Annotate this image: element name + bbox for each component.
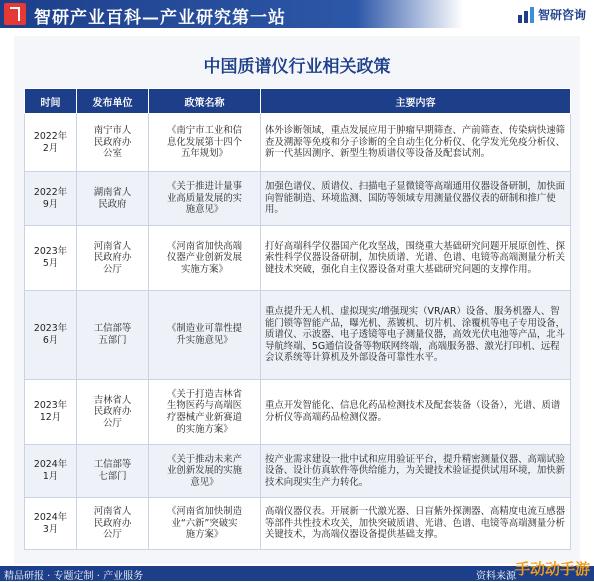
cell-time: 2022年 9月 — [25, 172, 77, 226]
cell-unit: 工信部等 五部门 — [77, 291, 149, 380]
bar-chart-icon — [518, 7, 534, 23]
site-logo-icon — [4, 3, 26, 25]
cell-unit: 河南省人 民政府办 公厅 — [77, 498, 149, 550]
cell-time: 2024年 3月 — [25, 498, 77, 550]
cell-policy-name: 《关于推进计量事 业高质量发展的实 施意见》 — [149, 172, 261, 226]
cell-unit: 吉林省人 民政府办 公厅 — [77, 380, 149, 445]
table-row — [25, 445, 571, 498]
footer-bar — [0, 560, 594, 582]
table-row — [25, 226, 571, 291]
cell-time: 2022年 2月 — [25, 114, 77, 172]
cell-policy-name: 《河南省加快高端 仪器产业创新发展 实施方案》 — [149, 226, 261, 291]
header-policy-name: 政策名称 — [149, 89, 261, 114]
cell-unit: 湖南省人 民政府 — [77, 172, 149, 226]
table-row — [25, 114, 571, 172]
cell-content: 按产业需求建设一批中试和应用验证平台，提升精密测量仪器、高端试验设备、设计仿真软件等供给能力，为关键技术验证提供试用环境，加快新技术向现实生产力转化。 — [261, 445, 571, 498]
brand-logo[interactable] — [518, 6, 586, 23]
policy-table — [24, 88, 571, 550]
table-title: 中国质谱仪行业相关政策 — [203, 57, 391, 77]
cell-content: 体外诊断领域，重点发展应用于肿瘤早期筛查、产前筛查、传染病快速筛查及溯源等免疫和分子诊断的全自动生化分析仪、化学发光免疫分析仪、新一代基因测序、新型生物质谱仪等设备及配套试剂。 — [261, 114, 571, 172]
site-title: 智研产业百科—产业研究第一站 — [34, 8, 286, 28]
header-time: 时间 — [25, 89, 77, 114]
cell-content: 重点开发智能化、信息化药品检测技术及配套装备（设备），光谱、质谱分析仪等高端药品检测仪器。 — [261, 380, 571, 445]
table-row — [25, 291, 571, 380]
table-header-row — [25, 89, 571, 114]
source-label: 资料来源 — [476, 571, 516, 582]
cell-content: 打好高端科学仪器国产化攻坚战，围绕重大基础研究问题开展原创性、探索性科学仪器设备研制，加快质谱、光谱、色谱、电镜等高端测量分析关键技术突破，强化自主仪器设备对重大基础研究问题的支撑作用。 — [261, 226, 571, 291]
content-panel — [14, 36, 580, 564]
table-row — [25, 380, 571, 445]
top-banner — [0, 0, 594, 28]
cell-policy-name: 《河南省加快制造 业“六新”突破实 施方案》 — [149, 498, 261, 550]
watermark: 手动动手游 — [514, 560, 590, 578]
footer-services: 精品研报 · 专题定制 · 产业服务 — [4, 571, 144, 582]
cell-time: 2024年 1月 — [25, 445, 77, 498]
table-row — [25, 172, 571, 226]
cell-policy-name: 《南宁市工业和信 息化发展第十四个 五年规划》 — [149, 114, 261, 172]
cell-content: 高端仪器仪表。开展新一代激光器、日盲紫外探测器、高精度电流互感器等部件共性技术攻关，加快突破质谱、光谱、色谱、电镜等高端测量分析关键技术，为高端仪器设备提供基础支撑。 — [261, 498, 571, 550]
cell-unit: 河南省人 民政府办 公厅 — [77, 226, 149, 291]
brand-name: 智研咨询 — [537, 8, 586, 22]
cell-time: 2023年 6月 — [25, 291, 77, 380]
cell-content: 重点提升无人机、虚拟现实/增强现实（VR/AR）设备、服务机器人、智能门锁等智能产品，曝光机、蒸镀机、切片机、涂覆机等电子专用设备，质谱仪、示波器、电子透镜等电子测量仪器，高效光伏电池等产品，北斗导航终端、5G通信设备等物联网终端，高端服务器、激光打印机、远程会议系统等计算机及外部设备可靠性水平。 — [261, 291, 571, 380]
cell-time: 2023年 5月 — [25, 226, 77, 291]
cell-policy-name: 《关于打造吉林省 生物医药与高端医 疗器械产业新赛道 的实施方案》 — [149, 380, 261, 445]
cell-content: 加强色谱仪、质谱仪、扫描电子显微镜等高端通用仪器设备研制，加快面向智能制造、环境监测、国防等领域专用测量仪器仪表的研制和推广使用。 — [261, 172, 571, 226]
table-row — [25, 498, 571, 550]
header-content: 主要内容 — [261, 89, 571, 114]
header-unit: 发布单位 — [77, 89, 149, 114]
cell-unit: 南宁市人 民政府办 公室 — [77, 114, 149, 172]
cell-time: 2023年 12月 — [25, 380, 77, 445]
cell-policy-name: 《制造业可靠性提 升实施意见》 — [149, 291, 261, 380]
cell-policy-name: 《关于推动未来产 业创新发展的实施 意见》 — [149, 445, 261, 498]
cell-unit: 工信部等 七部门 — [77, 445, 149, 498]
